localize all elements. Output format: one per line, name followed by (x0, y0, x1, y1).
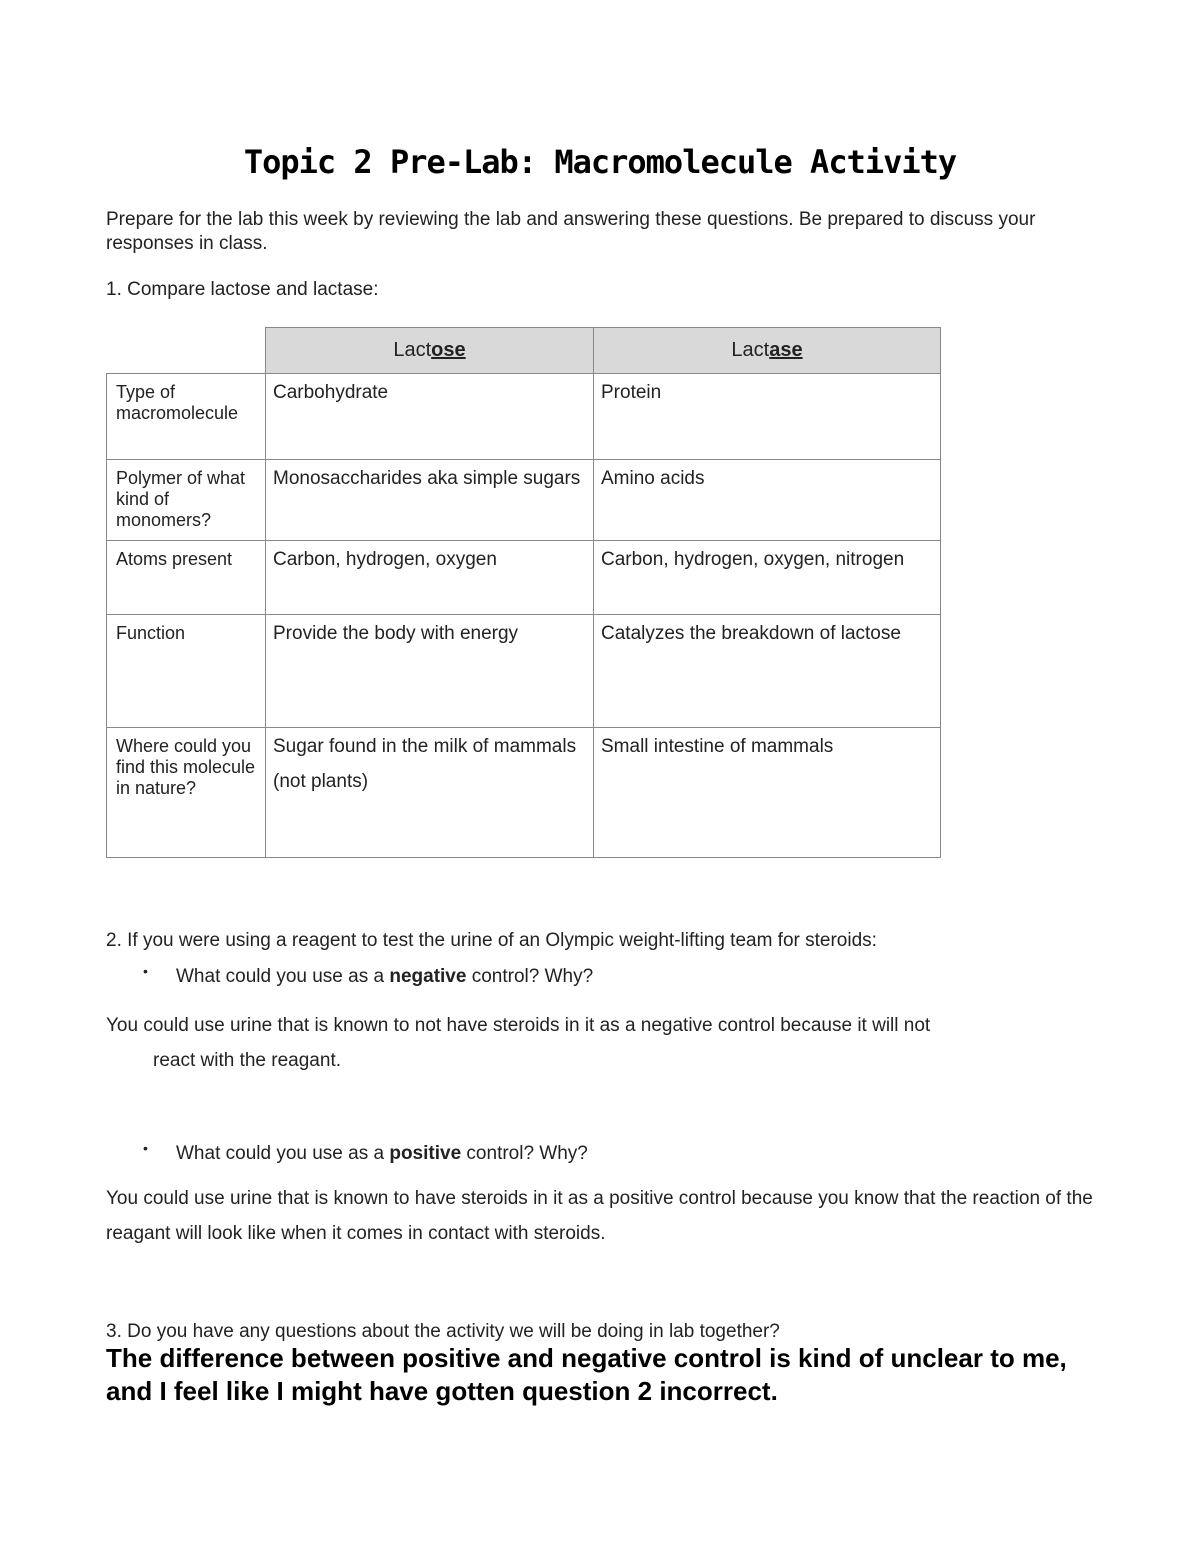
page-title: Topic 2 Pre-Lab: Macromolecule Activity (243, 143, 957, 181)
question-3-answer: The difference between positive and negative control is kind of unclear to me, and I feel like I might have gotten question 2 incorrect. (106, 1343, 1067, 1406)
comparison-table (106, 327, 941, 858)
table-corner-cell (107, 328, 266, 374)
row-label: Atoms present (107, 541, 266, 615)
negative-control-answer: You could use urine that is known to not have steroids in it as a negative control because it will not react with the reagant. (106, 1015, 931, 1071)
header-lactase: Lactase (594, 328, 941, 374)
table-row (107, 728, 941, 858)
lactase-cell: Catalyzes the breakdown of lactose (594, 615, 941, 728)
positive-control-question: • What could you use as a positive control? Why? (143, 1140, 588, 1164)
bullet-icon: • (143, 963, 148, 979)
table-header-row (107, 328, 941, 374)
table-row (107, 615, 941, 728)
question-2-prompt: 2. If you were using a reagent to test the urine of an Olympic weight-lifting team for steroids: (106, 930, 877, 951)
table-row (107, 374, 941, 460)
table-row (107, 541, 941, 615)
lactose-cell: Carbohydrate (266, 374, 594, 460)
row-label: Polymer of what kind of monomers? (107, 460, 266, 541)
intro-paragraph: Prepare for the lab this week by reviewing the lab and answering these questions. Be prepared to discuss your responses in class. (106, 209, 1036, 254)
table-row (107, 460, 941, 541)
lactose-cell: Monosaccharides aka simple sugars (266, 460, 594, 541)
positive-control-answer: You could use urine that is known to have steroids in it as a positive control because you know that the reaction of the reagant will look like when it comes in contact with steroids. (106, 1188, 1093, 1244)
row-label: Type of macromolecule (107, 374, 266, 460)
lactase-cell: Protein (594, 374, 941, 460)
row-label: Function (107, 615, 266, 728)
bullet-icon: • (143, 1140, 148, 1156)
lactase-cell: Amino acids (594, 460, 941, 541)
question-1-prompt: 1. Compare lactose and lactase: (106, 279, 379, 300)
negative-control-question: • What could you use as a negative control? Why? (143, 963, 594, 987)
lactose-cell: Sugar found in the milk of mammals (not plants) (266, 728, 594, 858)
lactase-cell: Small intestine of mammals (594, 728, 941, 858)
lactase-cell: Carbon, hydrogen, oxygen, nitrogen (594, 541, 941, 615)
question-3-prompt: 3. Do you have any questions about the activity we will be doing in lab together? (106, 1321, 780, 1342)
lactose-cell: Carbon, hydrogen, oxygen (266, 541, 594, 615)
lactose-cell: Provide the body with energy (266, 615, 594, 728)
row-label: Where could you find this molecule in nature? (107, 728, 266, 858)
header-lactose: Lactose (266, 328, 594, 374)
